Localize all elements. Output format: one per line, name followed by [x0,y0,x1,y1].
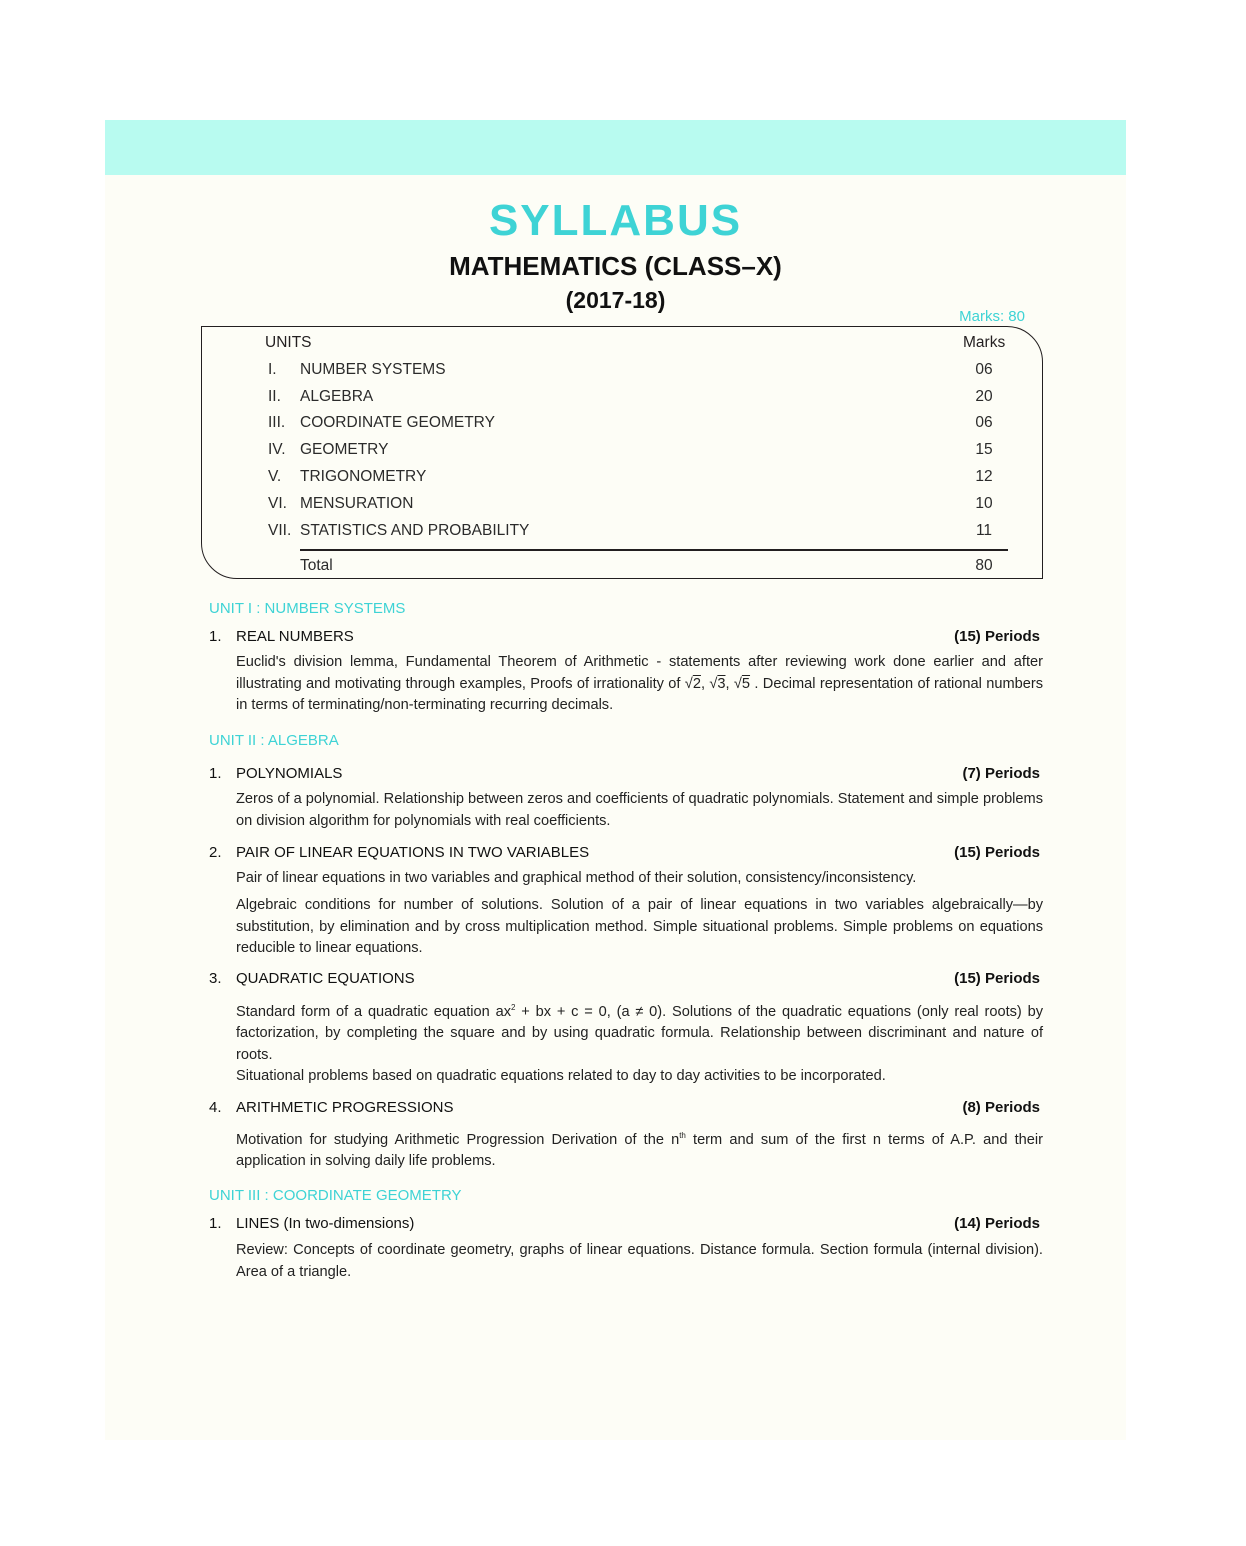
unit-row-name: GEOMETRY [300,441,389,458]
radicand: 5 [741,675,751,692]
unit-heading: UNIT II : ALGEBRA [209,732,339,749]
total-divider [300,549,1008,551]
topic-description [236,997,1043,1066]
unit-heading: UNIT I : NUMBER SYSTEMS [209,600,406,617]
page-subtitle: MATHEMATICS (CLASS–X) [449,251,782,281]
sqrt-expression: √2, √3, √5 [684,675,751,692]
unit-heading: UNIT III : COORDINATE GEOMETRY [209,1187,462,1204]
topic-description: Algebraic conditions for number of solutions. Solution of a pair of linear equations in two variables algebraically—by substitution, by elimination and by cross multiplication method. Simple situational problems. Simple problems on equations reducible to linear equations. [236,897,1043,956]
marks-column-header: Marks [963,334,1006,351]
unit-row-marks: 11 [975,522,993,539]
description-text: . Decimal representation of rational numbers in terms of terminating/non-terminating recurring decimals. [236,675,1044,713]
description-text: term and sum of the first n terms of A.P. and their application in solving daily life problems. [236,1131,1043,1170]
unit-row-number: I. [268,361,277,378]
topic-periods: (15) Periods [954,970,1040,987]
description-text: + bx + c = 0, (a ≠ 0). Solutions of the quadratic equations (only real roots) by factorization, by completing the square and by using quadratic formula. Relationship between discriminant and nature of roots. [236,1003,1044,1063]
topic-description [236,1125,1043,1173]
topic-description: Review: Concepts of coordinate geometry, graphs of linear equations. Distance formula. Section formula (internal division). Area of a triangle. [236,1242,1043,1280]
unit-row-marks: 15 [975,441,993,458]
topic-title: POLYNOMIALS [236,765,343,782]
topic-title: PAIR OF LINEAR EQUATIONS IN TWO VARIABLES [236,844,590,861]
topic-number: 1. [209,628,222,645]
topic-title: QUADRATIC EQUATIONS [236,970,415,987]
unit-row-number: V. [268,468,282,485]
page-title: SYLLABUS [488,196,743,245]
topic-number: 3. [209,970,222,987]
unit-row-name: MENSURATION [300,495,414,512]
unit-row-name: ALGEBRA [300,388,374,405]
topic-title: LINES (In two-dimensions) [236,1215,415,1232]
unit-row-marks: 06 [975,414,993,431]
total-marks: 80 [975,557,993,574]
topic-description [236,652,1043,717]
topic-title: ARITHMETIC PROGRESSIONS [236,1099,454,1116]
units-column-header: UNITS [265,334,312,351]
radicand: 3 [717,675,726,692]
header-band [105,120,1126,175]
unit-row-number: VII. [268,522,292,539]
unit-row-name: COORDINATE GEOMETRY [300,414,495,431]
superscript: th [679,1131,686,1140]
topic-periods: (14) Periods [954,1215,1040,1232]
unit-row-marks: 10 [975,495,993,512]
topic-number: 2. [209,844,222,861]
unit-row-name: STATISTICS AND PROBABILITY [300,522,530,539]
unit-row-marks: 20 [975,388,993,405]
topic-description: Pair of linear equations in two variables and graphical method of their solution, consistency/inconsistency. [236,870,917,886]
topic-periods: (7) Periods [962,765,1040,782]
topic-periods: (8) Periods [962,1099,1040,1116]
unit-row-marks: 06 [975,361,993,378]
unit-row-marks: 12 [975,468,993,485]
description-text: Motivation for studying Arithmetic Progression Derivation of the n [236,1131,680,1148]
topic-description: Situational problems based on quadratic equations related to day to day activities to be incorporated. [236,1068,886,1084]
unit-row-name: NUMBER SYSTEMS [300,361,446,378]
unit-row-number: VI. [268,495,287,512]
unit-row-number: IV. [268,441,286,458]
description-text: Standard form of a quadratic equation ax [236,1003,512,1020]
radicand: 2 [692,675,701,692]
topic-description: Zeros of a polynomial. Relationship between zeros and coefficients of quadratic polynomials. Statement and simple problems on division algorithm for polynomials with real coefficients. [236,791,1043,829]
topic-number: 1. [209,1215,222,1232]
topic-number: 4. [209,1099,222,1116]
description-text: Euclid's division lemma, Fundamental Theorem of Arithmetic - statements after reviewing work done earlier and after illustrating and motivating through examples, Proofs of irrationality of [236,654,1043,692]
unit-row-number: III. [268,414,286,431]
topic-title: REAL NUMBERS [236,628,354,645]
unit-row-name: TRIGONOMETRY [300,468,427,485]
unit-row-number: II. [268,388,281,405]
topic-periods: (15) Periods [954,844,1040,861]
exponent: 2 [511,1003,516,1012]
total-label: Total [300,557,333,574]
academic-year: (2017-18) [565,287,666,313]
total-marks-label: Marks: 80 [959,308,1025,325]
topic-periods: (15) Periods [954,628,1040,645]
topic-number: 1. [209,765,222,782]
